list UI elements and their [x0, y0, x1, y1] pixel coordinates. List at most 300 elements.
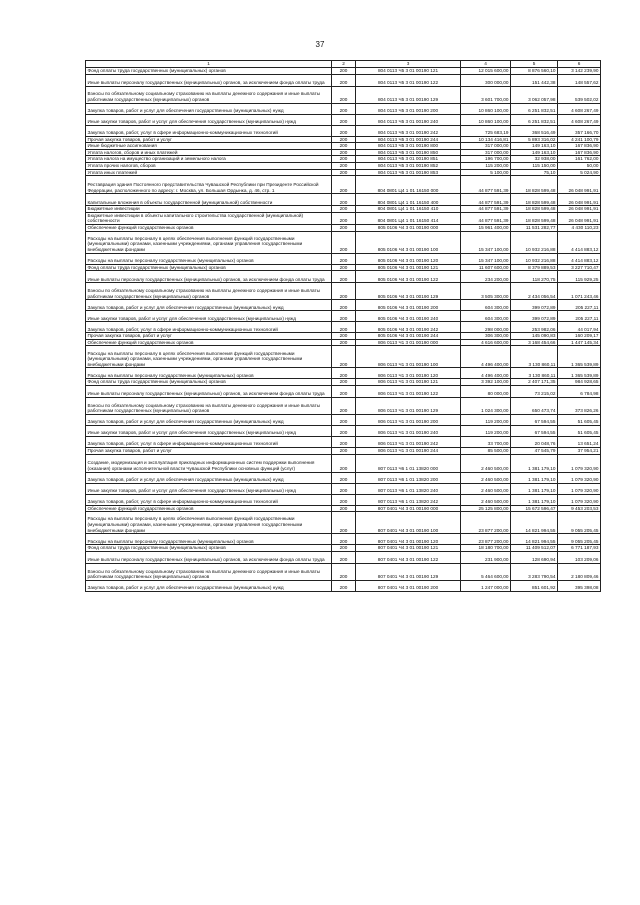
column-number-row [86, 61, 601, 68]
row-line-code-cell: 200 [332, 534, 356, 545]
row-classification-cell: 804 0113 Ч5 3 01 00190 851 [356, 156, 461, 163]
row-unexecuted-cell: 357 166,70 [558, 125, 601, 136]
row-classification-cell: 804 0801 Ц4 1 01 16150 414 [356, 212, 461, 224]
row-name-cell: Уплата иных платежей [86, 169, 332, 176]
row-approved-cell: 298 000,00 [461, 322, 511, 333]
table-row [86, 322, 601, 333]
row-classification-cell: 807 0113 Ч6 1 01 13820 240 [356, 483, 461, 494]
table-row [86, 125, 601, 136]
row-unexecuted-cell: 9 055 205,45 [558, 512, 601, 534]
row-approved-cell: 80 000,00 [461, 385, 511, 397]
row-unexecuted-cell: 103 209,06 [558, 551, 601, 563]
row-approved-cell: 10 860 100,00 [461, 103, 511, 114]
row-executed-cell: 2 407 171,35 [511, 379, 558, 386]
row-executed-cell: 18 828 599,48 [511, 176, 558, 194]
row-executed-cell: 3 130 860,11 [511, 368, 558, 379]
row-approved-cell: 12 015 600,00 [461, 68, 511, 75]
row-executed-cell: 18 828 599,48 [511, 206, 558, 213]
row-name-cell: Обеспечение функций государственных органов [86, 224, 332, 231]
row-name-cell: Бюджетные инвестиции [86, 206, 332, 213]
row-unexecuted-cell: 395 398,08 [558, 580, 601, 591]
row-executed-cell: 8 379 889,53 [511, 264, 558, 271]
row-approved-cell: 234 200,00 [461, 271, 511, 283]
column-number: 6 [558, 61, 601, 68]
row-approved-cell: 119 200,00 [461, 414, 511, 425]
column-number: 3 [356, 61, 461, 68]
row-executed-cell: 253 982,06 [511, 322, 558, 333]
row-classification-cell: 804 0113 Ч5 3 01 00190 240 [356, 114, 461, 125]
row-line-code-cell: 200 [332, 194, 356, 206]
table-row [86, 397, 601, 414]
row-name-cell: Иные выплаты персоналу государственных (муниципальных) органов, за исключением фонда оплаты труда [86, 271, 332, 283]
table-row [86, 162, 601, 169]
row-line-code-cell: 200 [332, 425, 356, 436]
row-line-code-cell: 200 [332, 322, 356, 333]
table-row [86, 283, 601, 300]
row-name-cell: Расходы на выплаты персоналу в целях обеспечения выполнения функций государственными (муниципальными) органами, казенными учреждениями, органами управления государственными внебюджетными фондами [86, 346, 332, 368]
table-row [86, 136, 601, 143]
table-row [86, 436, 601, 447]
table-row [86, 114, 601, 125]
table-row [86, 494, 601, 505]
table-row [86, 563, 601, 580]
table-row [86, 194, 601, 206]
table-row [86, 454, 601, 472]
row-approved-cell: 604 300,00 [461, 300, 511, 311]
row-line-code-cell: 200 [332, 339, 356, 346]
table-row [86, 580, 601, 591]
row-executed-cell: 368 516,49 [511, 125, 558, 136]
row-classification-cell: 804 0113 Ч5 3 01 00190 853 [356, 169, 461, 176]
table-row [86, 169, 601, 176]
row-approved-cell: 3 505 300,00 [461, 283, 511, 300]
table-row [86, 224, 601, 231]
table-row [86, 271, 601, 283]
column-number: 4 [461, 61, 511, 68]
row-name-cell: Иные закупки товаров, работ и услуг для обеспечения государственных (муниципальных) нужд [86, 483, 332, 494]
table-row [86, 264, 601, 271]
row-line-code-cell: 200 [332, 379, 356, 386]
row-executed-cell: 15 672 596,47 [511, 505, 558, 512]
row-name-cell: Реставрация здания Постоянного представительства Чувашской Республики при Президенте Российской Федерации, расположенного по адресу: г. Москва, ул. Большая Ордынка, д. 46, стр. 1 [86, 176, 332, 194]
table-row [86, 505, 601, 512]
row-executed-cell: 3 283 790,54 [511, 563, 558, 580]
row-classification-cell: 806 0113 Ч1 3 01 00190 121 [356, 379, 461, 386]
row-unexecuted-cell: 26 048 991,91 [558, 212, 601, 224]
row-executed-cell: 67 594,55 [511, 425, 558, 436]
table-row [86, 425, 601, 436]
row-line-code-cell: 200 [332, 231, 356, 253]
row-name-cell: Иные закупки товаров, работ и услуг для обеспечения государственных (муниципальных) нужд [86, 114, 332, 125]
row-unexecuted-cell: 1 447 145,34 [558, 339, 601, 346]
row-name-cell: Уплата прочих налогов, сборов [86, 162, 332, 169]
row-unexecuted-cell: 984 928,65 [558, 379, 601, 386]
row-unexecuted-cell: 37 954,21 [558, 447, 601, 454]
row-approved-cell: 115 200,00 [461, 162, 511, 169]
row-classification-cell: 805 0106 Ч4 3 01 00190 240 [356, 311, 461, 322]
row-executed-cell: 47 545,79 [511, 447, 558, 454]
row-line-code-cell: 200 [332, 368, 356, 379]
row-approved-cell: 3 601 700,00 [461, 86, 511, 103]
row-classification-cell: 807 0401 Ч4 3 01 00190 121 [356, 545, 461, 552]
row-classification-cell: 805 0106 Ч4 3 01 00190 200 [356, 300, 461, 311]
row-line-code-cell: 200 [332, 169, 356, 176]
row-classification-cell: 807 0401 Ч4 3 01 00190 129 [356, 563, 461, 580]
row-executed-cell: 149 163,10 [511, 143, 558, 150]
row-line-code-cell: 200 [332, 447, 356, 454]
row-approved-cell: 2 460 500,00 [461, 454, 511, 472]
row-approved-cell: 85 500,00 [461, 447, 511, 454]
row-executed-cell: 6 251 832,51 [511, 103, 558, 114]
row-classification-cell: 806 0113 Ч1 3 01 00190 120 [356, 368, 461, 379]
row-name-cell: Иные выплаты персоналу государственных (муниципальных) органов, за исключением фонда оплаты труда [86, 385, 332, 397]
row-executed-cell: 18 828 599,48 [511, 194, 558, 206]
column-number: 2 [332, 61, 356, 68]
row-unexecuted-cell: 9 453 203,53 [558, 505, 601, 512]
row-unexecuted-cell: 26 048 991,91 [558, 206, 601, 213]
row-line-code-cell: 200 [332, 156, 356, 163]
row-classification-cell: 807 0401 Ч4 3 01 00190 000 [356, 505, 461, 512]
row-line-code-cell: 200 [332, 385, 356, 397]
row-executed-cell: 5 893 316,02 [511, 136, 558, 143]
row-unexecuted-cell: 44 017,94 [558, 322, 601, 333]
row-name-cell: Прочая закупка товаров, работ и услуг [86, 447, 332, 454]
row-executed-cell: 3 130 860,11 [511, 346, 558, 368]
row-line-code-cell: 200 [332, 176, 356, 194]
row-unexecuted-cell: 4 608 267,49 [558, 103, 601, 114]
row-approved-cell: 1 024 300,00 [461, 397, 511, 414]
row-line-code-cell: 200 [332, 551, 356, 563]
row-name-cell: Закупка товаров, работ, услуг в сфере информационно-коммуникационных технологий [86, 125, 332, 136]
table-row [86, 149, 601, 156]
row-name-cell: Закупка товаров, работ, услуг в сфере информационно-коммуникационных технологий [86, 494, 332, 505]
row-classification-cell: 806 0113 Ч1 3 01 00190 242 [356, 436, 461, 447]
row-executed-cell: 399 072,89 [511, 311, 558, 322]
row-name-cell: Прочая закупка товаров, работ и услуг [86, 333, 332, 340]
table-row [86, 346, 601, 368]
row-classification-cell: 806 0113 Ч1 3 01 00190 200 [356, 414, 461, 425]
row-approved-cell: 15 347 100,00 [461, 231, 511, 253]
row-unexecuted-cell: 1 071 243,46 [558, 283, 601, 300]
row-approved-cell: 4 616 600,00 [461, 339, 511, 346]
row-line-code-cell: 200 [332, 206, 356, 213]
row-unexecuted-cell: 148 557,62 [558, 74, 601, 86]
row-name-cell: Создание, модернизация и эксплуатация прикладных информационных систем поддержки выполнения (оказания) органами исполнительной власти Чувашской Республики основных функций (услуг) [86, 454, 332, 472]
row-classification-cell: 804 0113 Ч5 3 01 00190 200 [356, 103, 461, 114]
row-executed-cell: 11 409 512,07 [511, 545, 558, 552]
row-approved-cell: 300 000,00 [461, 74, 511, 86]
row-line-code-cell: 200 [332, 143, 356, 150]
row-name-cell: Взносы по обязательному социальному страхованию на выплаты денежного содержания и иные выплаты работникам государственных (муниципальных) органов [86, 563, 332, 580]
row-approved-cell: 44 877 591,39 [461, 176, 511, 194]
table-row [86, 300, 601, 311]
row-name-cell: Закупка товаров, работ и услуг для обеспечения государственных (муниципальных) нужд [86, 472, 332, 483]
row-classification-cell: 804 0113 Ч5 3 01 00190 122 [356, 74, 461, 86]
page-number: 37 [315, 40, 325, 49]
row-unexecuted-cell: 539 502,02 [558, 86, 601, 103]
row-classification-cell: 804 0113 Ч5 3 01 00190 129 [356, 86, 461, 103]
row-line-code-cell: 200 [332, 580, 356, 591]
row-executed-cell: 32 938,00 [511, 156, 558, 163]
row-approved-cell: 5 464 600,00 [461, 563, 511, 580]
row-approved-cell: 10 860 100,00 [461, 114, 511, 125]
table-row [86, 414, 601, 425]
row-approved-cell: 4 496 400,00 [461, 368, 511, 379]
row-name-cell: Прочая закупка товаров, работ и услуг [86, 136, 332, 143]
table-row [86, 74, 601, 86]
row-name-cell: Фонд оплаты труда государственных (муниципальных) органов [86, 545, 332, 552]
row-name-cell: Фонд оплаты труда государственных (муниципальных) органов [86, 264, 332, 271]
row-line-code-cell: 200 [332, 264, 356, 271]
row-classification-cell: 804 0801 Ц4 1 01 16150 000 [356, 176, 461, 194]
row-line-code-cell: 200 [332, 125, 356, 136]
row-executed-cell: 151 442,38 [511, 74, 558, 86]
row-name-cell: Капитальные вложения в объекты государственной (муниципальной) собственности [86, 194, 332, 206]
table-row [86, 368, 601, 379]
row-name-cell: Иные выплаты персоналу государственных (муниципальных) органов, за исключением фонда оплаты труда [86, 74, 332, 86]
row-line-code-cell: 200 [332, 212, 356, 224]
row-executed-cell: 128 690,94 [511, 551, 558, 563]
row-unexecuted-cell: 1 079 320,90 [558, 494, 601, 505]
table-row [86, 512, 601, 534]
row-line-code-cell: 200 [332, 483, 356, 494]
table-row [86, 333, 601, 340]
row-name-cell: Бюджетные инвестиции в объекты капитального строительства государственной (муниципальной) собственности [86, 212, 332, 224]
row-unexecuted-cell: 167 836,90 [558, 149, 601, 156]
row-executed-cell: 10 932 216,88 [511, 231, 558, 253]
row-unexecuted-cell: 4 608 267,49 [558, 114, 601, 125]
table-row [86, 385, 601, 397]
row-line-code-cell: 200 [332, 136, 356, 143]
table-body [86, 68, 601, 592]
row-executed-cell: 10 932 216,88 [511, 253, 558, 264]
row-classification-cell: 805 0106 Ч4 3 01 00190 129 [356, 283, 461, 300]
table-row [86, 311, 601, 322]
row-unexecuted-cell: 1 079 320,90 [558, 483, 601, 494]
row-line-code-cell: 200 [332, 563, 356, 580]
row-executed-cell: 11 531 282,77 [511, 224, 558, 231]
row-approved-cell: 18 180 700,00 [461, 545, 511, 552]
row-approved-cell: 11 607 600,00 [461, 264, 511, 271]
row-approved-cell: 2 460 500,00 [461, 483, 511, 494]
row-classification-cell: 804 0113 Ч5 3 01 00190 850 [356, 149, 461, 156]
row-classification-cell: 806 0113 Ч1 3 01 00190 000 [356, 339, 461, 346]
row-line-code-cell: 200 [332, 397, 356, 414]
row-name-cell: Расходы на выплаты персоналу государственных (муниципальных) органов [86, 534, 332, 545]
row-unexecuted-cell: 3 227 710,47 [558, 264, 601, 271]
row-line-code-cell: 200 [332, 68, 356, 75]
row-executed-cell: 118 270,75 [511, 271, 558, 283]
row-unexecuted-cell: 115 929,25 [558, 271, 601, 283]
row-name-cell: Фонд оплаты труда государственных (муниципальных) органов [86, 68, 332, 75]
row-executed-cell: 1 381 179,10 [511, 483, 558, 494]
row-executed-cell: 3 062 057,98 [511, 86, 558, 103]
row-executed-cell: 75,10 [511, 169, 558, 176]
table-row [86, 68, 601, 75]
table-row [86, 253, 601, 264]
table-row [86, 212, 601, 224]
row-approved-cell: 317 000,00 [461, 149, 511, 156]
row-name-cell: Фонд оплаты труда государственных (муниципальных) органов [86, 379, 332, 386]
row-classification-cell: 807 0113 Ч6 1 01 13820 242 [356, 494, 461, 505]
row-unexecuted-cell: 4 241 100,79 [558, 136, 601, 143]
row-line-code-cell: 200 [332, 505, 356, 512]
row-executed-cell: 73 215,02 [511, 385, 558, 397]
row-approved-cell: 2 460 500,00 [461, 472, 511, 483]
row-name-cell: Обеспечение функций государственных органов [86, 505, 332, 512]
row-approved-cell: 2 460 500,00 [461, 494, 511, 505]
row-unexecuted-cell: 26 048 991,91 [558, 194, 601, 206]
table-row [86, 472, 601, 483]
row-line-code-cell: 200 [332, 224, 356, 231]
row-line-code-cell: 200 [332, 162, 356, 169]
column-number: 5 [511, 61, 558, 68]
row-name-cell: Взносы по обязательному социальному страхованию на выплаты денежного содержания и иные выплаты работникам государственных (муниципальных) органов [86, 283, 332, 300]
row-approved-cell: 604 300,00 [461, 311, 511, 322]
row-approved-cell: 44 877 591,39 [461, 194, 511, 206]
row-unexecuted-cell: 205 227,11 [558, 300, 601, 311]
row-unexecuted-cell: 51 605,45 [558, 425, 601, 436]
row-unexecuted-cell: 1 365 539,89 [558, 368, 601, 379]
row-unexecuted-cell: 4 414 883,12 [558, 231, 601, 253]
row-classification-cell: 804 0113 Ч5 3 01 00190 244 [356, 136, 461, 143]
row-executed-cell: 851 601,92 [511, 580, 558, 591]
row-executed-cell: 14 821 994,55 [511, 534, 558, 545]
row-executed-cell: 18 828 599,48 [511, 212, 558, 224]
row-executed-cell: 8 876 560,10 [511, 68, 558, 75]
row-name-cell: Иные закупки товаров, работ и услуг для обеспечения государственных (муниципальных) нужд [86, 425, 332, 436]
row-unexecuted-cell: 373 826,26 [558, 397, 601, 414]
row-approved-cell: 317 000,00 [461, 143, 511, 150]
row-line-code-cell: 200 [332, 311, 356, 322]
row-approved-cell: 725 683,19 [461, 125, 511, 136]
row-executed-cell: 67 594,55 [511, 414, 558, 425]
row-approved-cell: 4 496 400,00 [461, 346, 511, 368]
row-name-cell: Закупка товаров, работ, услуг в сфере информационно-коммуникационных технологий [86, 436, 332, 447]
row-executed-cell: 3 168 454,66 [511, 339, 558, 346]
row-approved-cell: 23 877 200,00 [461, 534, 511, 545]
row-classification-cell: 804 0113 Ч5 3 01 00190 121 [356, 68, 461, 75]
row-unexecuted-cell: 161 762,00 [558, 156, 601, 163]
row-approved-cell: 196 700,00 [461, 156, 511, 163]
row-unexecuted-cell: 205 227,11 [558, 311, 601, 322]
row-approved-cell: 1 247 000,00 [461, 580, 511, 591]
row-classification-cell: 805 0106 Ч4 3 01 00190 122 [356, 271, 461, 283]
row-line-code-cell: 200 [332, 149, 356, 156]
row-classification-cell: 806 0113 Ч1 3 01 00190 129 [356, 397, 461, 414]
table-row [86, 339, 601, 346]
row-approved-cell: 119 200,00 [461, 425, 511, 436]
row-approved-cell: 25 125 800,00 [461, 505, 511, 512]
row-executed-cell: 399 072,89 [511, 300, 558, 311]
row-name-cell: Закупка товаров, работ и услуг для обеспечения государственных (муниципальных) нужд [86, 300, 332, 311]
row-executed-cell: 145 090,83 [511, 333, 558, 340]
row-line-code-cell: 200 [332, 494, 356, 505]
row-approved-cell: 44 877 591,39 [461, 206, 511, 213]
row-unexecuted-cell: 13 651,24 [558, 436, 601, 447]
table-row [86, 156, 601, 163]
row-executed-cell: 14 821 994,55 [511, 512, 558, 534]
row-unexecuted-cell: 4 430 110,23 [558, 224, 601, 231]
row-classification-cell: 806 0113 Ч1 3 01 00190 244 [356, 447, 461, 454]
row-unexecuted-cell: 167 836,90 [558, 143, 601, 150]
row-classification-cell: 807 0401 Ч4 3 01 00190 200 [356, 580, 461, 591]
row-approved-cell: 33 700,00 [461, 436, 511, 447]
row-line-code-cell: 200 [332, 454, 356, 472]
row-unexecuted-cell: 160 209,17 [558, 333, 601, 340]
row-approved-cell: 306 300,00 [461, 333, 511, 340]
column-number: 1 [86, 61, 332, 68]
row-unexecuted-cell: 50,00 [558, 162, 601, 169]
row-unexecuted-cell: 9 055 205,45 [558, 534, 601, 545]
row-classification-cell: 804 0113 Ч5 3 01 00190 852 [356, 162, 461, 169]
row-name-cell: Закупка товаров, работ и услуг для обеспечения государственных (муниципальных) нужд [86, 414, 332, 425]
row-executed-cell: 1 381 179,10 [511, 454, 558, 472]
row-classification-cell: 805 0106 Ч4 3 01 00190 242 [356, 322, 461, 333]
row-classification-cell: 805 0106 Ч4 3 01 00190 000 [356, 224, 461, 231]
row-classification-cell: 804 0113 Ч5 3 01 00190 242 [356, 125, 461, 136]
row-classification-cell: 804 0801 Ц4 1 01 16150 400 [356, 194, 461, 206]
table-row [86, 483, 601, 494]
row-classification-cell: 805 0106 Ч4 3 01 00190 120 [356, 253, 461, 264]
row-unexecuted-cell: 26 048 991,91 [558, 176, 601, 194]
row-name-cell: Закупка товаров, работ и услуг для обеспечения государственных (муниципальных) нужд [86, 103, 332, 114]
row-name-cell: Расходы на выплаты персоналу государственных (муниципальных) органов [86, 368, 332, 379]
row-name-cell: Иные бюджетные ассигнования [86, 143, 332, 150]
row-unexecuted-cell: 2 180 809,46 [558, 563, 601, 580]
row-name-cell: Расходы на выплаты персоналу государственных (муниципальных) органов [86, 253, 332, 264]
row-name-cell: Расходы на выплаты персоналу в целях обеспечения выполнения функций государственными (муниципальными) органами, казенными учреждениями, органами управления государственными внебюджетными фондами [86, 512, 332, 534]
row-unexecuted-cell: 51 605,45 [558, 414, 601, 425]
row-approved-cell: 10 134 416,81 [461, 136, 511, 143]
table-row [86, 551, 601, 563]
row-approved-cell: 15 347 100,00 [461, 253, 511, 264]
table-row [86, 103, 601, 114]
row-executed-cell: 115 150,00 [511, 162, 558, 169]
table-row [86, 176, 601, 194]
row-unexecuted-cell: 5 024,90 [558, 169, 601, 176]
row-classification-cell: 807 0113 Ч6 1 01 13820 200 [356, 472, 461, 483]
table-row [86, 206, 601, 213]
row-line-code-cell: 200 [332, 271, 356, 283]
row-line-code-cell: 200 [332, 512, 356, 534]
row-line-code-cell: 200 [332, 346, 356, 368]
row-name-cell: Взносы по обязательному социальному страхованию на выплаты денежного содержания и иные выплаты работникам государственных (муниципальных) органов [86, 397, 332, 414]
row-classification-cell: 806 0113 Ч1 3 01 00190 100 [356, 346, 461, 368]
row-line-code-cell: 200 [332, 86, 356, 103]
row-unexecuted-cell: 1 365 539,89 [558, 346, 601, 368]
row-name-cell: Уплата налогов, сборов и иных платежей [86, 149, 332, 156]
row-line-code-cell: 200 [332, 436, 356, 447]
row-line-code-cell: 200 [332, 114, 356, 125]
row-approved-cell: 231 900,00 [461, 551, 511, 563]
row-classification-cell: 804 0801 Ц4 1 01 16150 410 [356, 206, 461, 213]
row-unexecuted-cell: 6 784,98 [558, 385, 601, 397]
row-classification-cell: 805 0106 Ч4 3 01 00190 244 [356, 333, 461, 340]
budget-execution-table [85, 60, 601, 592]
row-classification-cell: 807 0401 Ч4 3 01 00190 120 [356, 534, 461, 545]
row-name-cell: Иные выплаты персоналу государственных (муниципальных) органов, за исключением фонда оплаты труда [86, 551, 332, 563]
row-line-code-cell: 200 [332, 472, 356, 483]
row-line-code-cell: 200 [332, 103, 356, 114]
row-executed-cell: 20 048,76 [511, 436, 558, 447]
table-row [86, 379, 601, 386]
table-row [86, 447, 601, 454]
row-line-code-cell: 200 [332, 333, 356, 340]
row-name-cell: Обеспечение функций государственных органов [86, 339, 332, 346]
row-line-code-cell: 200 [332, 253, 356, 264]
row-name-cell: Расходы на выплаты персоналу в целях обеспечения выполнения функций государственными (муниципальными) органами, казенными учреждениями, органами управления государственными внебюджетными фондами [86, 231, 332, 253]
